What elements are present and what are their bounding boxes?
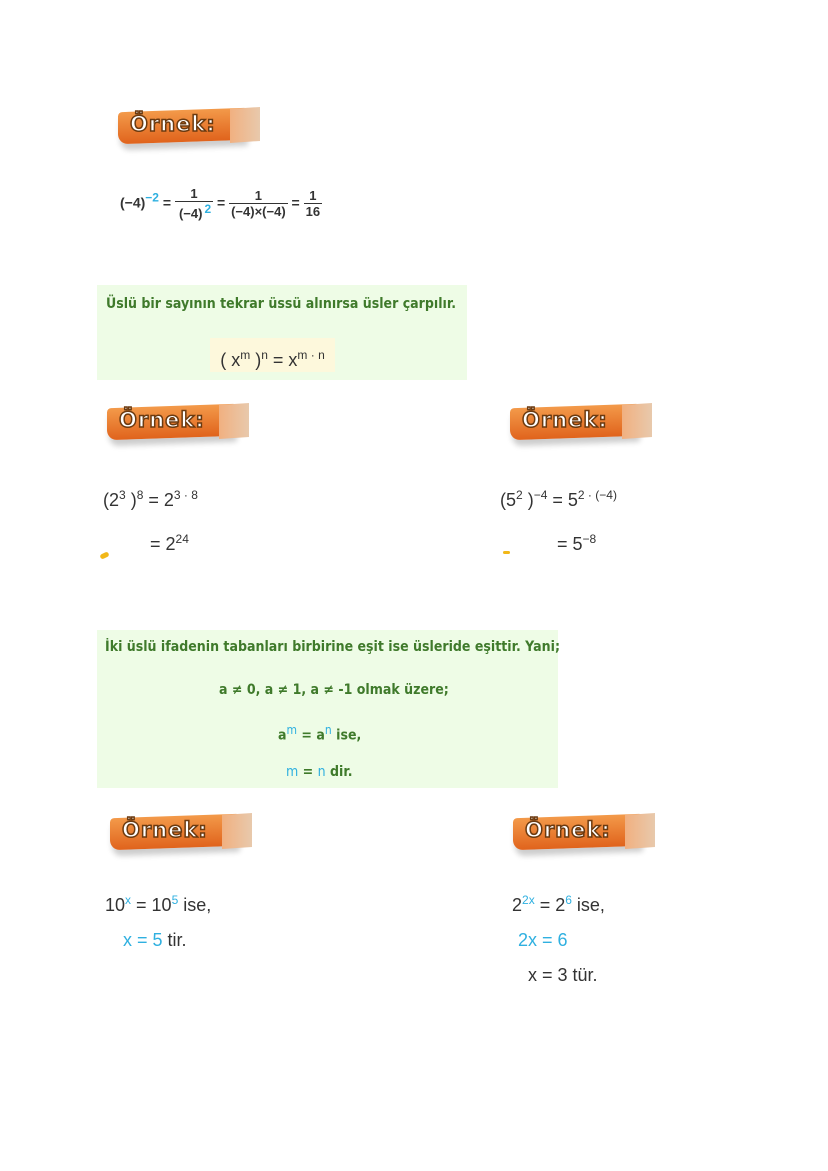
rule-2-line-2: a ≠ 0, a ≠ 1, a ≠ -1 olmak üzere;	[219, 682, 449, 698]
rule-1-formula: ( $x^m$ )$^n = x^{m \cdot n}$	[210, 338, 335, 372]
example-3-line-1: ($5^2$ )$^{-4} = 5^{2 \cdot (-4)}$	[500, 488, 617, 510]
example-2-line-2: = $2^{24}$	[150, 532, 189, 554]
example-4-line-2: x = 5 tir.	[123, 930, 187, 950]
rule-2-line-4: m = n dir.	[286, 764, 353, 780]
rule-1-text: Üslü bir sayının tekrar üssü alınırsa üsler çarpılır.	[106, 296, 457, 312]
pencil-mark	[503, 551, 510, 554]
example-5-line-3: x = 3 tür.	[528, 965, 598, 985]
ornek-badge: Örnek:	[510, 402, 655, 450]
ornek-badge: Örnek:	[107, 402, 252, 450]
rule-2-line-1: İki üslü ifadenin tabanları birbirine eşit ise üsleride eşittir. Yani;	[105, 639, 560, 655]
example-3-line-2: = $5^{-8}$	[557, 532, 597, 554]
example-4-line-1: $10^x = 10^5$ ise,	[105, 893, 212, 915]
example-1-equation: $(-4)^{-2}$ = $\frac{1}{(-4) ^2}$ = $\frac{1}{(-4)\times(-4)}$ = $\frac{1}{16}$	[120, 186, 321, 222]
example-5-line-2: 2x = 6	[518, 930, 568, 950]
ornek-badge: Örnek:	[118, 106, 263, 154]
ornek-badge: Örnek:	[110, 812, 255, 860]
rule-2-line-3: $a^m = a^n$ ise,	[278, 723, 362, 744]
ornek-badge: Örnek:	[513, 812, 658, 860]
example-5-line-1: $2^{2x} = 2^6$ ise,	[512, 893, 605, 915]
pencil-mark	[99, 551, 109, 559]
example-2-line-1: ($2^3$ )$^8 = 2^{3 \cdot 8}$	[103, 488, 198, 510]
